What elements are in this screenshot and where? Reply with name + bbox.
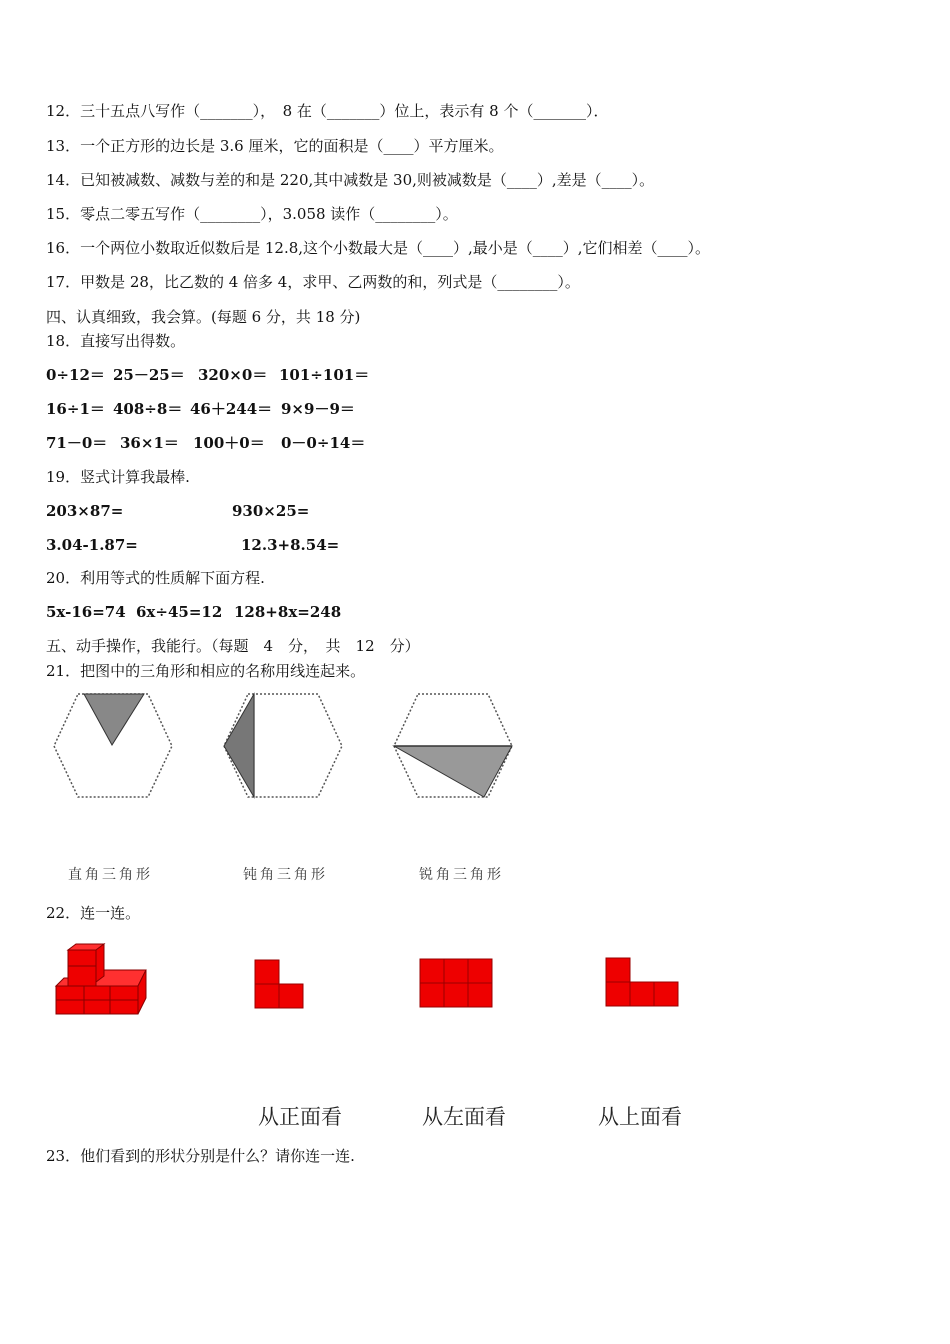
view-shape-grid [418, 957, 496, 1009]
q18-item: 71－0＝ [46, 434, 108, 452]
q18-row-3 [46, 433, 365, 453]
label-right-triangle: 直角三角形 [68, 867, 153, 883]
q18-item: 36×1＝ [120, 434, 179, 452]
question-21-title: 21．把图中的三角形和相应的名称用线连起来。 [46, 662, 366, 680]
section-4-title: 四、认真细致，我会算。(每题 6 分，共 18 分) [46, 308, 361, 326]
hexagon-obtuse-triangle-figure [218, 690, 348, 802]
question-15: 15．零点二零五写作（________），3.058 读作（________）。 [46, 205, 458, 223]
view-label-top: 从上面看 [598, 1105, 682, 1129]
question-20-title: 20．利用等式的性质解下面方程. [46, 569, 265, 587]
question-13: 13．一个正方形的边长是 3.6 厘米，它的面积是（____）平方厘米。 [46, 137, 504, 155]
q19-row-1 [46, 501, 309, 521]
acute-triangle-shape [394, 746, 512, 797]
view-label-left: 从左面看 [422, 1105, 506, 1129]
q18-item: 25－25＝ [113, 366, 185, 384]
question-16: 16．一个两位小数取近似数后是 12.8,这个小数最大是（____）,最小是（____）,它们相差（____）。 [46, 239, 711, 257]
question-12: 12．三十五点八写作（_______）， 8 在（_______）位上，表示有 8 个（_______）． [46, 102, 609, 120]
q19-item: 930×25= [232, 502, 310, 520]
q18-row-1 [46, 365, 369, 385]
q18-item: 16÷1＝ [46, 400, 105, 418]
question-14: 14．已知被减数、减数与差的和是 220,其中减数是 30,则被减数是（____）,差是（____）。 [46, 171, 655, 189]
question-22-title: 22．连一连。 [46, 904, 141, 922]
q19-item: 12.3+8.54= [241, 536, 340, 554]
question-17: 17．甲数是 28，比乙数的 4 倍多 4，求甲、乙两数的和，列式是（________）。 [46, 273, 580, 291]
hexagon-acute-triangle-figure [388, 690, 518, 802]
question-23-title: 23．他们看到的形状分别是什么？请你连一连. [46, 1147, 355, 1165]
q18-item: 9×9－9＝ [281, 400, 355, 418]
question-19-title: 19．竖式计算我最棒. [46, 468, 190, 486]
q20-item: 5x-16=74 [46, 603, 126, 621]
hexagon-right-triangle-figure [48, 690, 178, 802]
view-label-front: 从正面看 [258, 1105, 342, 1129]
q18-item: 320×0＝ [198, 366, 268, 384]
q18-row-2 [46, 399, 355, 419]
obtuse-triangle-shape [224, 694, 254, 797]
view-shape-front [253, 958, 307, 1012]
cube-solid-figure [50, 942, 152, 1020]
view-shape-l [604, 956, 682, 1010]
q20-item: 128+8x=248 [234, 603, 342, 621]
q18-item: 0÷12＝ [46, 366, 105, 384]
q18-item: 100＋0＝ [193, 434, 265, 452]
q19-row-2 [46, 535, 339, 555]
q18-item: 408÷8＝ [113, 400, 183, 418]
q20-item: 6x÷45=12 [136, 603, 223, 621]
q18-item: 46＋244＝ [190, 400, 273, 418]
right-triangle-shape [84, 694, 144, 745]
q18-item: 0－0÷14＝ [281, 434, 366, 452]
label-acute-triangle: 锐角三角形 [419, 867, 504, 883]
section-5-title: 五、动手操作，我能行。（每题 4 分， 共 12 分） [46, 637, 420, 655]
label-obtuse-triangle: 钝角三角形 [243, 867, 328, 883]
question-18-title: 18．直接写出得数。 [46, 332, 186, 350]
q20-row [46, 602, 341, 622]
q19-item: 3.04-1.87= [46, 536, 138, 554]
q19-item: 203×87= [46, 502, 124, 520]
q18-item: 101÷101＝ [279, 366, 370, 384]
